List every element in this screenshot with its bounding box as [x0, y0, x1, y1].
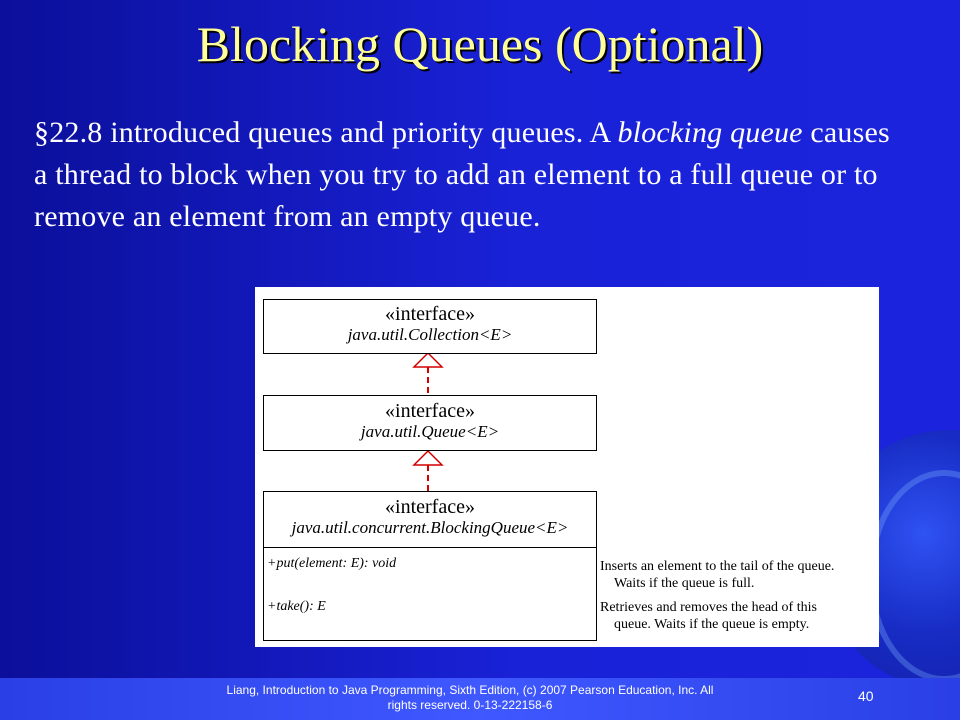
- interface-box-blockingqueue: [263, 491, 597, 641]
- body-paragraph: [34, 112, 894, 238]
- note-take: [600, 599, 817, 633]
- interface-name: java.util.Queue<E>: [360, 422, 500, 441]
- interface-name: java.util.Collection<E>: [347, 325, 513, 344]
- footer-line-1: Liang, Introduction to Java Programming, Sixth Edition, (c) 2007 Pearson Education, Inc. All: [226, 683, 714, 697]
- body-text-emphasis: blocking queue: [617, 116, 803, 149]
- note-take-line-1: Retrieves and removes the head of this: [600, 600, 817, 615]
- interface-box-collection: [263, 299, 597, 354]
- body-text-part-1: §22.8 introduced queues and priority queues. A: [34, 116, 618, 149]
- interface-box-queue: [263, 395, 597, 451]
- interface-name: java.util.concurrent.BlockingQueue<E>: [291, 518, 569, 537]
- arrow-head-2: [414, 451, 442, 465]
- uml-diagram: [255, 287, 879, 647]
- footer-citation: [190, 683, 750, 713]
- stereotype-label: «interface»: [385, 496, 475, 518]
- slide-title: Blocking Queues (Optional): [196, 16, 764, 72]
- page-number: 40: [858, 688, 874, 704]
- stereotype-label: «interface»: [385, 400, 475, 422]
- compartment-divider: [264, 547, 596, 548]
- body-text-part-2: causes a thread to block when you try to add an element to a full queue or to remove an element from an empty queue.: [34, 116, 890, 233]
- footer-line-2: rights reserved. 0-13-222158-6: [387, 698, 553, 712]
- note-put-line-2: Waits if the queue is full.: [614, 576, 755, 591]
- note-put: [600, 558, 834, 592]
- note-take-line-2: queue. Waits if the queue is empty.: [614, 617, 810, 632]
- method-take: +take(): E: [267, 599, 326, 614]
- arrow-head-1: [414, 353, 442, 367]
- note-put-line-1: Inserts an element to the tail of the queue.: [600, 559, 835, 574]
- stereotype-label: «interface»: [385, 303, 475, 325]
- method-put: +put(element: E): void: [267, 556, 397, 571]
